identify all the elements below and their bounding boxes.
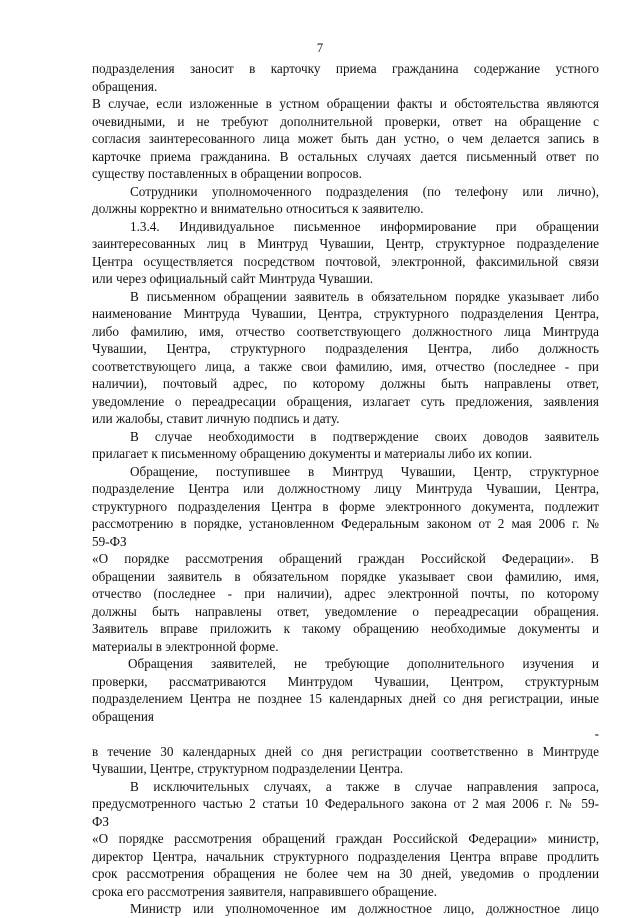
- text-line: директор Центра, начальник структурного подразделения Центра вправе продлить: [92, 848, 599, 864]
- text-line: в течение 30 календарных дней со дня регистрации соответственно в Минтруде: [92, 743, 599, 759]
- text-line: должны корректно и внимательно относиться к заявителю.: [92, 201, 424, 216]
- text-line: ФЗ: [92, 813, 110, 829]
- text-line: наименование Минтруда Чувашии, Центра, структурного подразделения Центра,: [92, 306, 599, 321]
- text-line: или через официальный сайт Минтруда Чувашии.: [92, 271, 374, 286]
- text-line: соответствующего лица, а также свои фамилию, имя, отчество (последнее - при: [92, 358, 599, 374]
- text-line: карточке приема гражданина. В остальных случаях дается письменный ответ по: [92, 148, 599, 164]
- text-line: или жалобы, ставит личную подпись и дату.: [92, 411, 340, 426]
- text-line: подразделения заносит в карточку приема гражданина содержание устного: [92, 61, 599, 76]
- text-line: отчество (последнее - при наличии), адрес электронной почты, по которому: [92, 586, 599, 601]
- text-line: уведомление о переадресации обращения, излагает суть предложения, заявления: [92, 393, 599, 409]
- text-line: срока его рассмотрения заявителя, направившего обращение.: [92, 883, 438, 899]
- text-line: срок рассмотрения обращения не более чем на 30 дней, уведомив о продлении: [92, 866, 599, 881]
- text-line: 59-ФЗ: [92, 533, 127, 549]
- text-line: Чувашии, Центре, структурном подразделении Центра.: [92, 761, 404, 776]
- page-number: 7: [316, 41, 324, 55]
- text-line: предусмотренного частью 2 статьи 10 Федерального закона от 2 мая 2006 г. № 59-: [92, 796, 599, 811]
- text-line: Чувашии, Центра, структурного подразделения Центра, либо должность: [92, 341, 599, 356]
- text-line: либо фамилию, имя, отчество соответствующего должностного лица Минтруда: [92, 323, 599, 339]
- text-line: прилагает к письменному обращению документы и материалы либо их копии.: [92, 446, 533, 461]
- text-line: очевидными, и не требуют дополнительной проверки, ответ на обращение с: [92, 113, 599, 129]
- text-line: структурного подразделения Центра в форме электронного документа, подлежит: [92, 498, 599, 514]
- text-line: «О порядке рассмотрения обращений граждан Российской Федерации». В: [92, 551, 599, 566]
- text-line: обращения.: [92, 78, 158, 94]
- text-line: В письменном обращении заявитель в обязательном порядке указывает либо: [130, 288, 599, 304]
- text-line: Центра осуществляется посредством почтовой, электронной, факсимильной связи: [92, 253, 599, 269]
- text-line: В случае, если изложенные в устном обращении факты и обстоятельства являются: [92, 96, 599, 111]
- text-line: Обращения заявителей, не требующие дополнительного изучения и: [128, 656, 599, 671]
- text-line: -: [594, 726, 599, 741]
- text-line: В случае необходимости в подтверждение своих доводов заявитель: [130, 428, 599, 444]
- text-line: В исключительных случаях, а также в случае направления запроса,: [130, 778, 599, 794]
- text-line: Сотрудники уполномоченного подразделения (по телефону или лично),: [130, 183, 599, 199]
- text-line: рассмотрению в порядке, установленном Федеральным законом от 2 мая 2006 г. №: [92, 516, 599, 531]
- text-line: проверки, рассматриваются Минтрудом Чувашии, Центром, структурным: [92, 673, 599, 689]
- text-line: должны быть направлены ответ, уведомление о переадресации обращения.: [92, 603, 599, 619]
- text-line: материалы в электронной форме.: [92, 638, 279, 654]
- text-line: обращения: [92, 708, 154, 724]
- text-line: существу поставленных в обращении вопросов.: [92, 166, 362, 181]
- document-body: [92, 60, 599, 918]
- text-line: заинтересованных лиц в Минтруд Чувашии, Центр, структурное подразделение: [92, 236, 599, 251]
- text-line: Министр или уполномоченное им должностное лицо, должностное лицо: [130, 901, 599, 916]
- text-line: Заявитель вправе приложить к такому обращению необходимые документы и: [92, 621, 599, 636]
- text-line: наличии), почтовый адрес, по которому должны быть направлены ответ,: [92, 376, 599, 391]
- text-line: обращении заявитель в обязательном порядке указывает свои фамилию, имя,: [92, 568, 599, 584]
- text-line: «О порядке рассмотрения обращений граждан Российской Федерации» министр,: [92, 831, 599, 846]
- text-line: подразделением Центра не позднее 15 календарных дней со дня регистрации, иные: [92, 691, 599, 706]
- text-line: подразделение Центра или должностному лицу Минтруда Чувашии, Центра,: [92, 481, 599, 496]
- text-line: 1.3.4. Индивидуальное письменное информирование при обращении: [130, 218, 599, 234]
- text-line: Обращение, поступившее в Минтруд Чувашии, Центр, структурное: [130, 463, 599, 479]
- text-line: согласия заинтересованного лица может быть дан устно, о чем делается запись в: [92, 131, 599, 146]
